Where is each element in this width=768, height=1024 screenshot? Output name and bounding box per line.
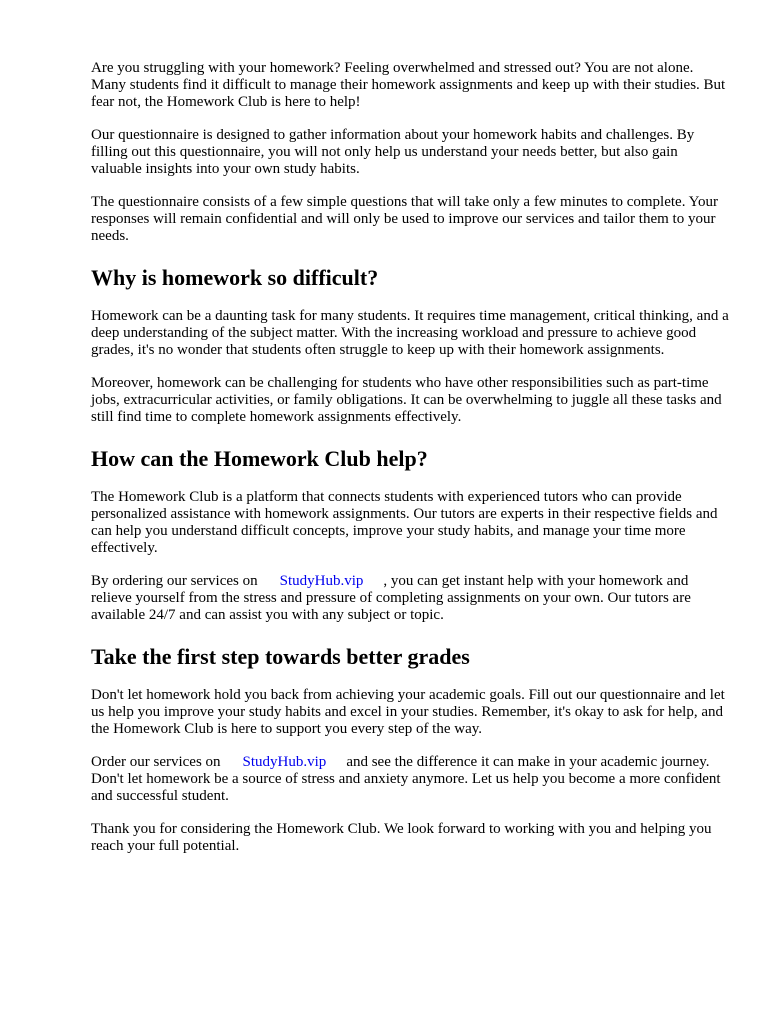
intro-paragraph-1: Are you struggling with your homework? Feeling overwhelmed and stressed out? You are not alone. Many students find it difficult to manage their homework assignments and keep up with their studies. But fear not, the Homework Club is here to help! (91, 60, 726, 110)
section1-paragraph-2: Moreover, homework can be challenging for students who have other responsibilities such as part-time jobs, extracurricular activities, or family obligations. It can be overwhelming to juggle all these tasks and still find time to complete homework assignments effectively. (91, 375, 722, 425)
section2-paragraph-1: The Homework Club is a platform that connects students with experienced tutors who can provide personalized assistance with homework assignments. Our tutors are experts in their respective fields and can help you understand difficult concepts, improve your study habits, and manage your time more effectively. (91, 489, 718, 556)
intro-paragraph-2: Our questionnaire is designed to gather information about your homework habits and challenges. By filling out this questionnaire, you will not only help us understand your needs better, but also gain valuable insights into your own study habits. (91, 127, 695, 177)
section1-paragraph-1: Homework can be a daunting task for many students. It requires time management, critical thinking, and a deep understanding of the subject matter. With the increasing workload and pressure to achieve good grades, it's no wonder that students often struggle to keep up with their homework assignments. (91, 308, 729, 358)
intro-paragraph-3: The questionnaire consists of a few simple questions that will take only a few minutes to complete. Your responses will remain confidential and will only be used to improve our services and tailor them to your needs. (91, 194, 718, 244)
section-heading-why-difficult: Why is homework so difficult? (91, 265, 379, 290)
closing-paragraph: Thank you for considering the Homework Club. We look forward to working with you and helping you reach your full potential. (91, 821, 712, 854)
section3-paragraph-1: Don't let homework hold you back from achieving your academic goals. Fill out our questionnaire and let us help you improve your study habits and excel in your studies. Remember, it's okay to ask for help, and the Homework Club is here to support you every step of the way. (91, 687, 725, 737)
section2-paragraph-2-tail: , you can get instant help with your homework and relieve yourself from the stress and pressure of completing assignments on your own. Our tutors are available 24/7 and can assist you with any subject or topic. (91, 573, 691, 623)
studyhub-link-1[interactable]: StudyHub.vip (279, 573, 364, 589)
studyhub-link-2[interactable]: StudyHub.vip (242, 754, 327, 770)
section2-paragraph-2 (91, 573, 731, 624)
section3-paragraph-2-tail: and see the difference it can make in your academic journey. Don't let homework be a source of stress and anxiety anymore. Let us help you become a more confident and successful student. (91, 754, 721, 804)
section-heading-how-club-helps: How can the Homework Club help? (91, 446, 428, 471)
document-body (91, 60, 731, 855)
section3-paragraph-2-lead: Order our services on (91, 754, 221, 770)
section2-paragraph-2-lead: By ordering our services on (91, 573, 258, 589)
section-heading-first-step: Take the first step towards better grades (91, 644, 470, 669)
section3-paragraph-2 (91, 754, 731, 805)
